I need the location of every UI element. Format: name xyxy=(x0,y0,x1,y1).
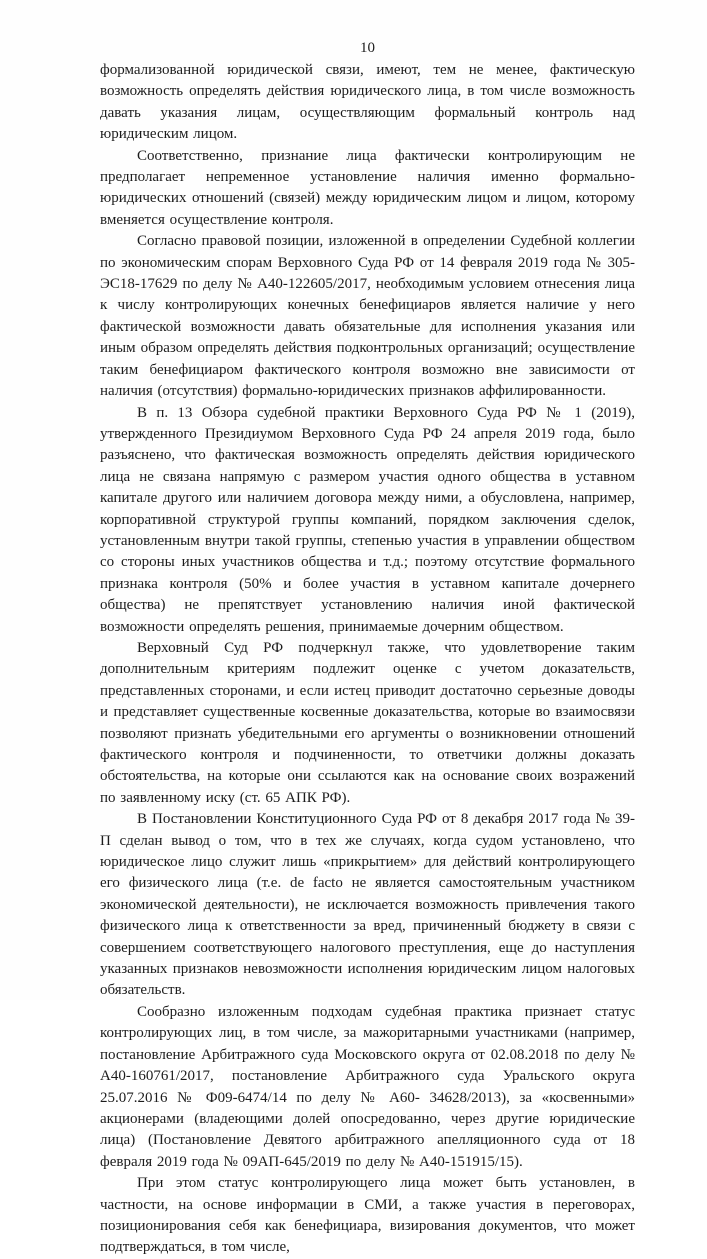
page-number: 10 xyxy=(360,40,375,56)
text-column xyxy=(100,40,635,1259)
paragraph: Соответственно, признание лица фактически контролирующим не предполагает непременное установление наличия именно формально-юридических отношений (связей) между юридическим лицом и лицом, которому вменяется осуществление контроля. xyxy=(100,147,635,228)
paragraph: Согласно правовой позиции, изложенной в определении Судебной коллегии по экономическим спорам Верховного Суда РФ от 14 февраля 2019 года № 305-ЭС18-17629 по делу № А40-122605/2017, необходимым условием отнесения лица к числу контролирующих конечных бенефициаров является наличие у него фактической возможности давать обязательные для исполнения указания или иным образом определять действия подконтрольных организаций; осуществление таким бенефициаром фактического контроля возможно вне зависимости от наличия (отсутствия) формально-юридических признаков аффилированности. xyxy=(100,233,635,400)
paragraph: В п. 13 Обзора судебной практики Верховного Суда РФ № 1 (2019), утвержденного Президиумом Верховного Суда РФ 24 апреля 2019 года, было разъяснено, что фактическая возможность определять действия юридического лица не связана напрямую с размером участия одного общества в уставном капитале другого или наличием договора между ними, а обусловлена, например, корпоративной структурой группы компаний, порядком заключения сделок, установленным внутри такой группы, степенью участия в управлении обществом со стороны иных участников общества и т.д.; поэтому отсутствие формального признака контроля (50% и более участия в уставном капитале дочернего общества) не препятствует установлению наличия иной фактической возможности определять решения, принимаемые дочерним обществом. xyxy=(100,404,635,635)
document-body xyxy=(100,60,635,1259)
paragraph: Верховный Суд РФ подчеркнул также, что удовлетворение таким дополнительным критериям подлежит оценке с учетом доказательств, представленных сторонами, и если истец приводит достаточно серьезные доводы и представляет существенные косвенные доказательства, которые во взаимосвязи позволяют признать убедительными его аргументы о возникновении отношений фактического контроля и подчиненности, то ответчики должны доказать обстоятельства, на которые они ссылаются как на основание своих возражений по заявленному иску (ст. 65 АПК РФ). xyxy=(100,639,635,806)
paragraph: В Постановлении Конституционного Суда РФ от 8 декабря 2017 года № 39-П сделан вывод о том, что в тех же случаях, когда судом установлено, что юридическое лицо служит лишь «прикрытием» для действий контролирующего его физического лица (т.е. de facto не является самостоятельным участником экономической деятельности), не исключается возможность привлечения такого физического лица к ответственности за вред, причиненный бюджету в связи с совершением соответствующего налогового преступления, еще до наступления указанных признаков невозможности исполнения юридическим лицом налоговых обязательств. xyxy=(100,811,635,999)
paragraph: При этом статус контролирующего лица может быть установлен, в частности, на основе информации в СМИ, а также участия в переговорах, позиционирования себя как бенефициара, визирования документов, что может подтверждаться, в том числе, xyxy=(100,1175,635,1256)
paragraph: формализованной юридической связи, имеют, тем не менее, фактическую возможность определять действия юридического лица, в том числе возможность давать указания лицам, осуществляющим формальный контроль над юридическим лицом. xyxy=(100,62,635,143)
paragraph: Сообразно изложенным подходам судебная практика признает статус контролирующих лиц, в том числе, за мажоритарными участниками (например, постановление Арбитражного суда Московского округа от 02.08.2018 по делу № А40-160761/2017, постановление Арбитражного суда Уральского округа 25.07.2016 № Ф09-6474/14 по делу № А60- 34628/2013), за «косвенными» акционерами (владеющими долей опосредованно, через другие юридические лица) (Постановление Девятого арбитражного апелляционного суда от 18 февраля 2019 года № 09АП-645/2019 по делу № А40-151915/15). xyxy=(100,1003,635,1170)
